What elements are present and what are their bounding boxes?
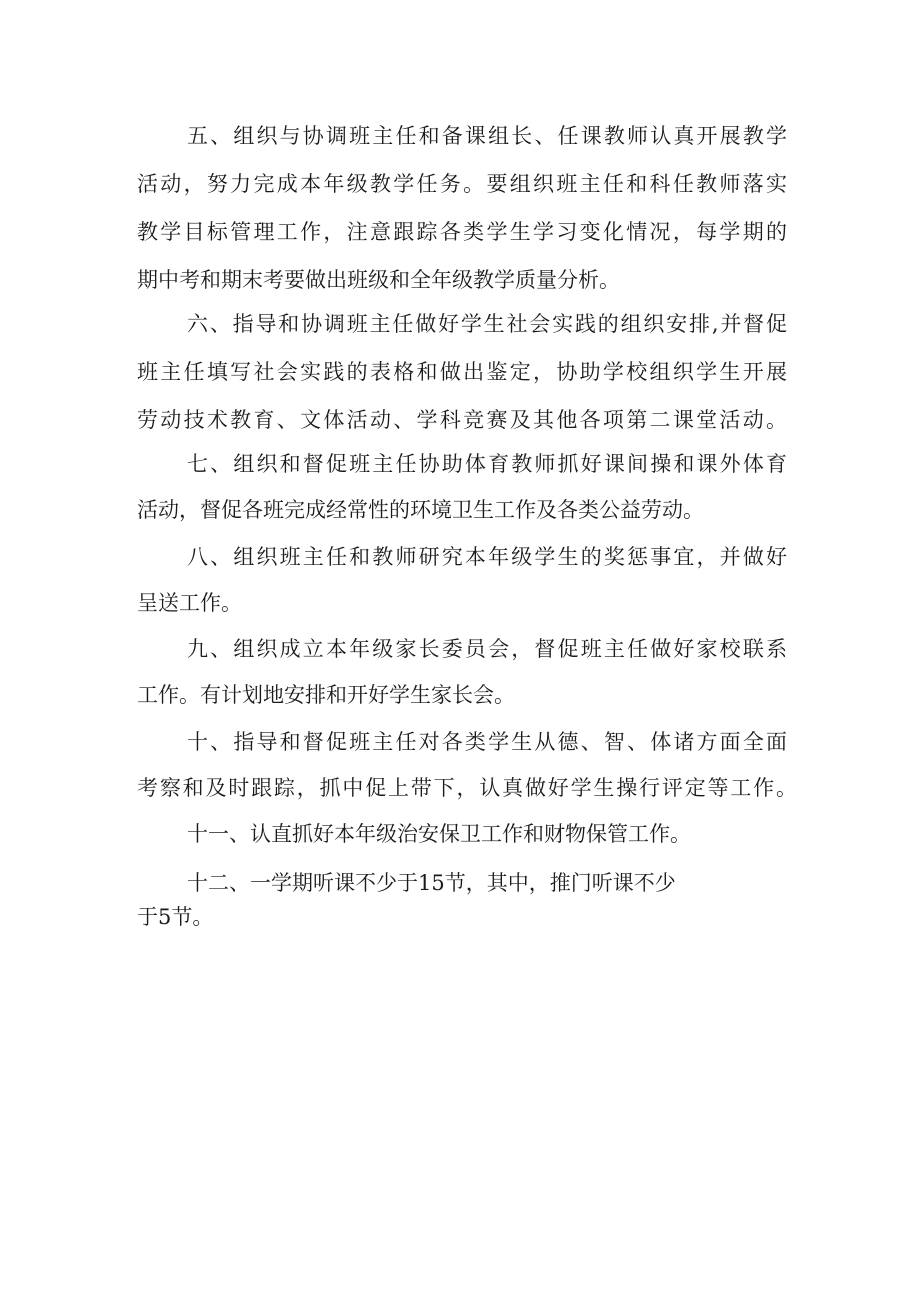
paragraph-line: 工作。有计划地安排和开好学生家长会。 [137,683,515,707]
paragraph-line: 活动，努力完成本年级教学任务。要组织班主任和科任教师落实 [137,172,787,196]
paragraph-line: 教学目标管理工作，注意跟踪各类学生学习变化情况，每学期的 [137,220,787,244]
paragraph-line: 六、指导和协调班主任做好学生社会实践的组织安排,并督促 [187,312,787,336]
paragraph-line: 十、指导和督促班主任对各类学生从德、智、体诸方面全面 [187,730,787,754]
paragraph-line: 九、组织成立本年级家长委员会，督促班主任做好家校联系 [187,637,787,661]
paragraph-line: 八、组织班主任和教师研究本年级学生的奖惩事宜，并做好 [187,545,787,569]
paragraph-line: 于5节。 [137,905,214,929]
paragraph-line: 十一、认直抓好本年级治安保卫工作和财物保管工作。 [187,822,691,846]
paragraph-line: 班主任填写社会实践的表格和做出鉴定，协助学校组织学生开展 [137,360,787,384]
paragraph-line: 十二、一学期听课不少于15节，其中，推门听课不少 [187,871,676,895]
paragraph-line: 五、组织与协调班主任和备课组长、任课教师认真开展教学 [187,124,787,148]
paragraph-line: 劳动技术教育、文体活动、学科竞赛及其他各项第二课堂活动。 [137,408,787,432]
paragraph-line: 考察和及时跟踪，抓中促上带下，认真做好学生操行评定等工作。 [137,776,797,800]
paragraph-line: 七、组织和督促班主任协助体育教师抓好课间操和课外体育 [187,452,787,476]
paragraph-line: 期中考和期末考要做出班级和全年级教学质量分析。 [137,268,620,292]
paragraph-line: 活动，督促各班完成经常性的环境卫生工作及各类公益劳动。 [137,498,704,522]
paragraph-line: 呈送工作。 [137,591,242,615]
